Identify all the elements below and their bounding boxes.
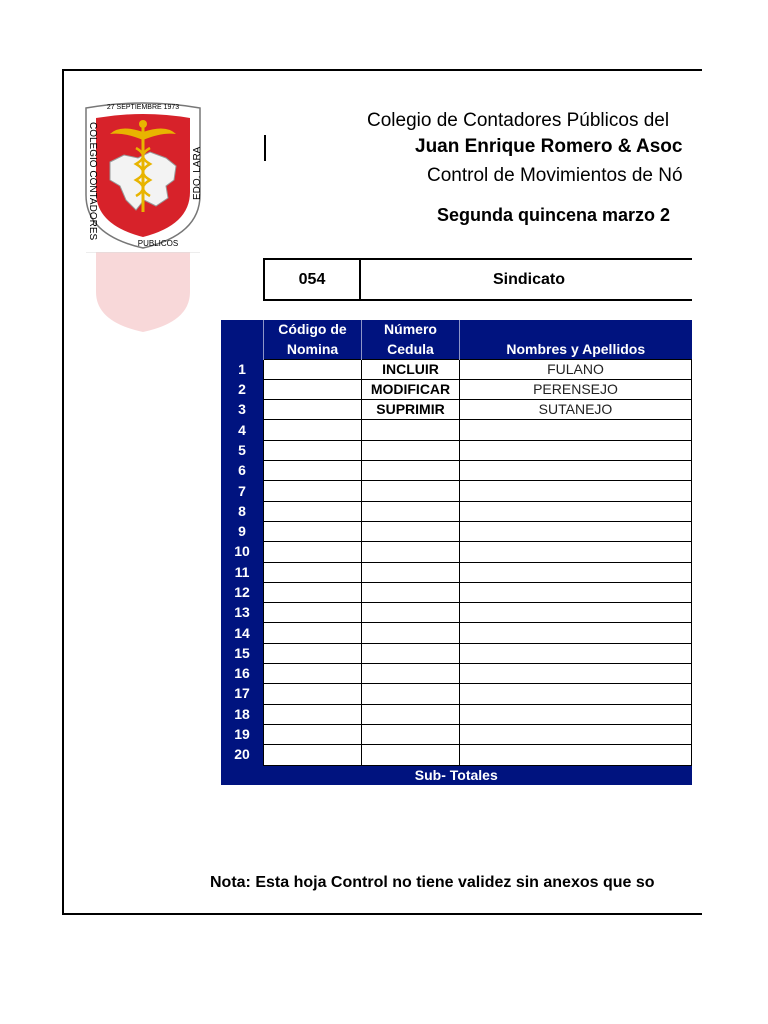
row-number: 13	[221, 603, 264, 623]
table-row	[221, 521, 692, 541]
nombre-cell[interactable]: FULANO	[460, 359, 692, 379]
nombre-cell[interactable]	[460, 704, 692, 724]
nombre-cell[interactable]	[460, 420, 692, 440]
nombre-cell[interactable]	[460, 603, 692, 623]
row-number: 18	[221, 704, 264, 724]
nombre-cell[interactable]: PERENSEJO	[460, 379, 692, 399]
codigo-cell[interactable]	[264, 623, 362, 643]
row-number: 20	[221, 745, 264, 765]
nombre-cell[interactable]	[460, 440, 692, 460]
table-row	[221, 582, 692, 602]
table-row	[221, 664, 692, 684]
cedula-cell[interactable]	[362, 481, 460, 501]
codigo-cell[interactable]	[264, 603, 362, 623]
table-row	[221, 400, 692, 420]
footer-note: Nota: Esta hoja Control no tiene validez sin anexos que so	[210, 874, 655, 891]
nombre-cell[interactable]	[460, 521, 692, 541]
row-number: 17	[221, 684, 264, 704]
table-row	[221, 379, 692, 399]
row-number: 2	[221, 379, 264, 399]
row-number: 11	[221, 562, 264, 582]
codigo-cell[interactable]	[264, 440, 362, 460]
row-number: 14	[221, 623, 264, 643]
cedula-cell[interactable]	[362, 623, 460, 643]
organization-title: Colegio de Contadores Públicos del	[367, 110, 670, 131]
cedula-cell[interactable]	[362, 603, 460, 623]
row-number: 16	[221, 664, 264, 684]
cedula-cell[interactable]: SUPRIMIR	[362, 400, 460, 420]
table-row	[221, 623, 692, 643]
cedula-cell[interactable]	[362, 684, 460, 704]
row-number: 9	[221, 521, 264, 541]
row-number: 1	[221, 359, 264, 379]
codigo-cell[interactable]	[264, 501, 362, 521]
cedula-cell[interactable]	[362, 704, 460, 724]
nombre-cell[interactable]	[460, 501, 692, 521]
table-row	[221, 684, 692, 704]
period-label: Segunda quincena marzo 2	[437, 205, 671, 225]
movements-table	[221, 320, 692, 785]
nombre-cell[interactable]	[460, 542, 692, 562]
cedula-cell[interactable]: INCLUIR	[362, 359, 460, 379]
table-row	[221, 420, 692, 440]
cedula-cell[interactable]	[362, 521, 460, 541]
codigo-cell[interactable]	[264, 461, 362, 481]
nombre-cell[interactable]	[460, 664, 692, 684]
nombre-cell[interactable]	[460, 481, 692, 501]
logo-left-text: COLEGIO CONTADORES	[87, 122, 98, 241]
codigo-cell[interactable]	[264, 643, 362, 663]
table-row	[221, 542, 692, 562]
table-row	[221, 724, 692, 744]
nombre-cell[interactable]	[460, 684, 692, 704]
cedula-cell[interactable]	[362, 461, 460, 481]
cedula-cell[interactable]	[362, 745, 460, 765]
row-number: 12	[221, 582, 264, 602]
codigo-cell[interactable]	[264, 379, 362, 399]
row-number: 6	[221, 461, 264, 481]
nombre-cell[interactable]	[460, 745, 692, 765]
row-number: 7	[221, 481, 264, 501]
nombre-cell[interactable]	[460, 623, 692, 643]
codigo-cell[interactable]	[264, 562, 362, 582]
nombre-cell[interactable]	[460, 724, 692, 744]
header-nombres-top	[460, 320, 692, 339]
table-row	[221, 562, 692, 582]
nombre-cell[interactable]: SUTANEJO	[460, 400, 692, 420]
cedula-cell[interactable]	[362, 562, 460, 582]
row-number: 10	[221, 542, 264, 562]
codigo-cell[interactable]	[264, 521, 362, 541]
concept-name: Sindicato	[359, 258, 692, 301]
table-row	[221, 359, 692, 379]
codigo-cell[interactable]	[264, 582, 362, 602]
logo-bottom-text: PUBLICOS	[137, 239, 179, 248]
header-index-2	[221, 339, 264, 359]
table-row	[221, 440, 692, 460]
cedula-cell[interactable]	[362, 582, 460, 602]
table-row	[221, 461, 692, 481]
row-number: 8	[221, 501, 264, 521]
codigo-cell[interactable]	[264, 420, 362, 440]
table-row	[221, 704, 692, 724]
codigo-cell[interactable]	[264, 400, 362, 420]
cedula-cell[interactable]	[362, 664, 460, 684]
concept-code: 054	[263, 258, 361, 301]
table-row	[221, 481, 692, 501]
header-codigo-line1: Código de	[264, 320, 362, 339]
table-row	[221, 643, 692, 663]
cedula-cell[interactable]	[362, 643, 460, 663]
header-cedula-line2: Cedula	[362, 339, 460, 359]
codigo-cell[interactable]	[264, 684, 362, 704]
table-row	[221, 603, 692, 623]
row-number: 5	[221, 440, 264, 460]
header-cedula-line1: Número	[362, 320, 460, 339]
table-row	[221, 745, 692, 765]
document-title: Control de Movimientos de Nó	[427, 165, 683, 186]
nombre-cell[interactable]	[460, 461, 692, 481]
codigo-cell[interactable]	[264, 724, 362, 744]
header-nombres: Nombres y Apellidos	[460, 339, 692, 359]
cedula-cell[interactable]	[362, 501, 460, 521]
cedula-cell[interactable]	[362, 420, 460, 440]
cedula-cell[interactable]: MODIFICAR	[362, 379, 460, 399]
firm-name: Juan Enrique Romero & Asoc	[415, 136, 683, 157]
row-number: 4	[221, 420, 264, 440]
codigo-cell[interactable]	[264, 704, 362, 724]
codigo-cell[interactable]	[264, 664, 362, 684]
row-number: 15	[221, 643, 264, 663]
cedula-cell[interactable]	[362, 440, 460, 460]
nombre-cell[interactable]	[460, 582, 692, 602]
nombre-cell[interactable]	[460, 562, 692, 582]
nombre-cell[interactable]	[460, 643, 692, 663]
header-index	[221, 320, 264, 339]
cedula-cell[interactable]	[362, 724, 460, 744]
logo-top-text: 27 SEPTIEMBRE 1973	[106, 104, 180, 111]
logo-right-text: EDO. LARA	[192, 146, 203, 200]
codigo-cell[interactable]	[264, 745, 362, 765]
codigo-cell[interactable]	[264, 542, 362, 562]
subtotals-label: Sub- Totales	[221, 765, 692, 785]
row-number: 3	[221, 400, 264, 420]
header-codigo-line2: Nomina	[264, 339, 362, 359]
cedula-cell[interactable]	[362, 542, 460, 562]
codigo-cell[interactable]	[264, 359, 362, 379]
table-row	[221, 501, 692, 521]
row-number: 19	[221, 724, 264, 744]
codigo-cell[interactable]	[264, 481, 362, 501]
